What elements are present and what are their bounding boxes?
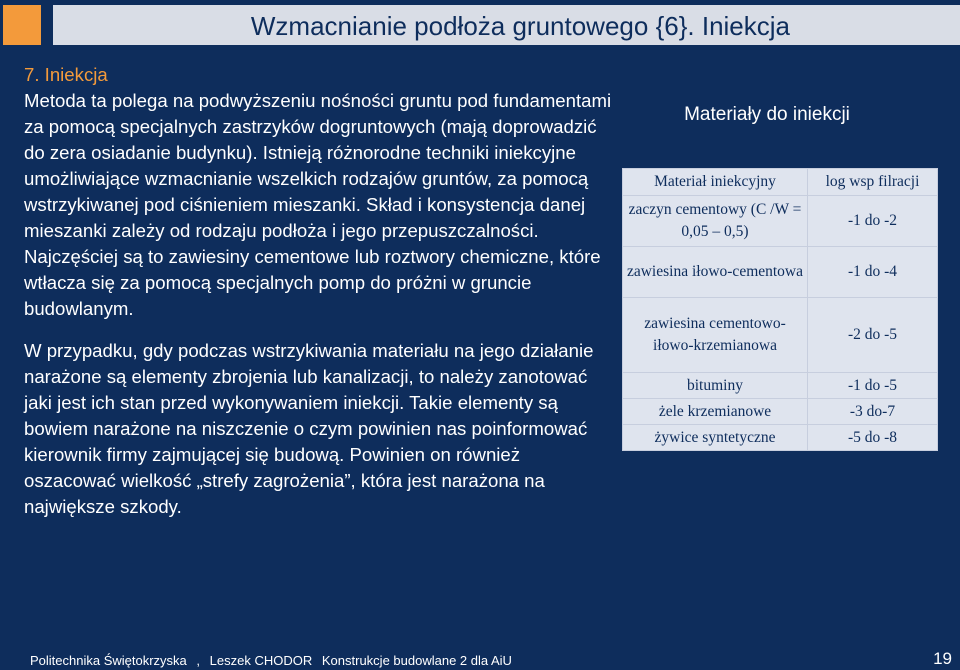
material-cell: żele krzemianowe [623, 399, 808, 425]
table-row [623, 399, 938, 425]
value-cell: -1 do -2 [808, 196, 938, 247]
material-cell: bituminy [623, 373, 808, 399]
footer-separator: , [196, 653, 201, 668]
header-log-coefficient: log wsp filracji [808, 169, 938, 196]
paragraph-2: W przypadku, gdy podczas wstrzykiwania materiału na jego działanie narażone są elementy zbrojenia lub kanalizacji, to należy zanotować jaki jest ich stan przed wykonywaniem iniekcji. Takie elementy są bowiem narażone na niszczenie o czym powinien nas poinformować kierownik firmy zajmującej się budową. Powinien on również oszacować wielkość „strefy zagrożenia”, która jest narażona na największe szkody. [24, 340, 594, 517]
table-header-row [623, 169, 938, 196]
table-row [623, 298, 938, 373]
material-cell: zaczyn cementowy (C /W = 0,05 – 0,5) [623, 196, 808, 247]
header-material: Materiał iniekcyjny [623, 169, 808, 196]
materials-title: Materiały do iniekcji [684, 104, 850, 125]
page-number: 19 [933, 649, 952, 668]
paragraph-1: Metoda ta polega na podwyższeniu nośności gruntu pod fundamentami za pomocą specjalnych zastrzyków dogruntowych (mają doprowadzić do zera osiadanie budynku). Istnieją różnorodne techniki iniekcyjne umożliwiające wzmacnianie wszelkich rodzajów gruntów, za pomocą wstrzykiwanej pod ciśnieniem mieszanki. Skład i konsystencja danej mieszanki zależy od rodzaju podłoża i jego przepuszczalności. Najczęściej są to zawiesiny cementowe lub roztwory chemiczne, które wtłacza się za pomocą specjalnych pomp do próżni w gruncie budowlanym. [24, 90, 612, 319]
body-text [24, 62, 614, 520]
material-cell: zawiesina iłowo-cementowa [623, 247, 808, 298]
slide-title: Wzmacnianie podłoża gruntowego {6}. Iniekcja [250, 11, 790, 41]
table-row [623, 247, 938, 298]
table-row [623, 196, 938, 247]
footer [30, 653, 518, 668]
title-bar [53, 5, 960, 45]
value-cell: -3 do-7 [808, 399, 938, 425]
material-cell: żywice syntetyczne [623, 425, 808, 451]
value-cell: -1 do -5 [808, 373, 938, 399]
materials-table [622, 168, 938, 451]
value-cell: -5 do -8 [808, 425, 938, 451]
table-row [623, 425, 938, 451]
footer-institution: Politechnika Świętokrzyska [30, 653, 187, 668]
table-row [623, 373, 938, 399]
footer-author: Leszek CHODOR [209, 653, 313, 668]
footer-course: Konstrukcje budowlane 2 dla AiU [321, 653, 512, 668]
value-cell: -1 do -4 [808, 247, 938, 298]
material-cell: zawiesina cementowo-iłowo-krzemianowa [623, 298, 808, 373]
accent-square [3, 5, 41, 45]
section-heading: 7. Iniekcja [24, 64, 108, 85]
value-cell: -2 do -5 [808, 298, 938, 373]
